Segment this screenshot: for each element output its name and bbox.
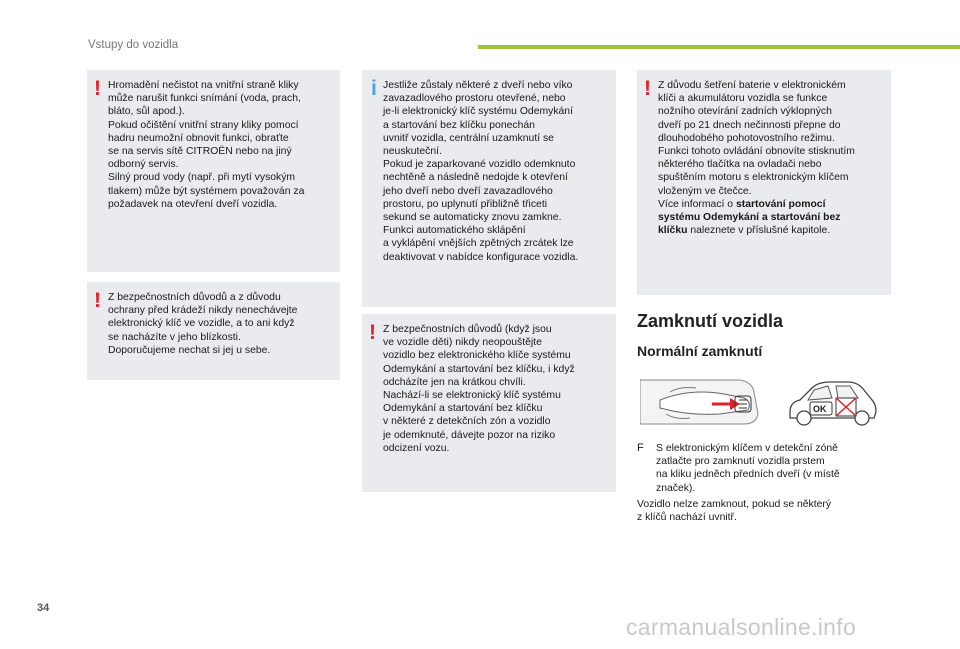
warning-icon: ! [94,77,101,100]
warning-text-battery-link: startování pomocí systému Odemykání a startování bez klíčku [658,198,841,237]
warning-icon: ! [644,77,651,100]
sub-heading: Normální zamknutí [637,343,763,359]
warning-text-battery-end: naleznete v příslušné kapitole. [687,225,831,237]
lock-instruction-text: S elektronickým klíčem v detekční zóně zatlačte pro zamknutí vozidla prstem na kliku jedněch předních dveří (v místě značek). [656,443,840,494]
warning-box-dirt [87,70,340,272]
door-handle-illustration [640,374,768,432]
car-lock-illustration [786,378,878,428]
warning-icon: ! [369,321,376,344]
warning-text-key-left: Z bezpečnostních důvodů a z důvodu ochrany před krádeží nikdy nenechávejte elektronický klíč ve vozidle, a to ani když se nacházíte v jeho blízkosti. Doporučujeme nechat si jej u sebe. [108,292,298,356]
warning-box-children [362,314,616,492]
page-number: 34 [37,602,50,614]
warning-text-battery [658,79,887,237]
watermark: carmanualsonline.info [626,614,857,640]
warning-text-dirt: Hromadění nečistot na vnitřní straně kliky může narušit funkci snímání (voda, prach, bláto, sůl apod.). Pokud očištění vnitřní strany kliky pomocí hadru neumožní obnovit funkci, obraťte se na servis sítě CITROËN nebo na jiný odborný servis. Silný proud vody (např. při mytí vysokým tlakem) může být systémem považován za požadavek na otevření dveří vozidla. [108,80,305,210]
bullet-marker-icon: F [637,442,644,454]
warning-box-battery [637,70,891,295]
warning-icon: ! [94,289,101,312]
warning-box-key-left [87,282,340,380]
info-box-doors-open [362,70,616,307]
info-text-doors-open: Jestliže zůstaly některé z dveří nebo víko zavazadlového prostoru otevřené, nebo je-li elektronický klíč systému Odemykání a startování bez klíčku ponechán uvnitř vozidla, centrální uzamknutí se neuskuteční. Pokud je zaparkované vozidlo odemknuto nechtěně a následně nedojde k otevření jeho dveří nebo dveří zavazadlového prostoru, po uplynutí přibližně třiceti sekund se automaticky znovu zamkne. Funkci automatického sklápění a vyklápění vnějších zpětných zrcátek lze deaktivovat v nabídce konfigurace vozidla. [383,80,579,263]
warning-text-battery-main: Z důvodu šetření baterie v elektronickém klíči a akumulátoru vozidla se funkce nožního otevírání zadních výklopných dveří po 21 dnech nečinnosti přepne do dlouhodobého pohotovostního režimu. Funkci tohoto ovládání obnovíte stisknutím některého tlačítka na ovladači nebo spuštěním motoru s elektronickým klíčem vloženým ve čtečce. Více informací o [658,80,855,210]
warning-text-children: Z bezpečnostních důvodů (když jsou ve vozidle děti) nikdy neopouštějte vozidlo bez elektronického klíče systému Odemykání a startování bez klíčku, i když odcházíte jen na krátkou chvíli. Nachází-li se elektronický klíč systému Odemykání a startování bez klíčku v některé z detekčních zón a vozidlo je odemknuté, dávejte pozor na riziko odcizení vozu. [383,324,575,454]
header-accent-bar [478,45,960,49]
section-title: Vstupy do vozidla [88,39,179,51]
ok-badge: OK [813,404,827,414]
info-icon: i [371,77,377,100]
section-heading: Zamknutí vozidla [637,311,784,331]
lock-note-text: Vozidlo nelze zamknout, pokud se některý z klíčů nachází uvnitř. [637,499,832,524]
